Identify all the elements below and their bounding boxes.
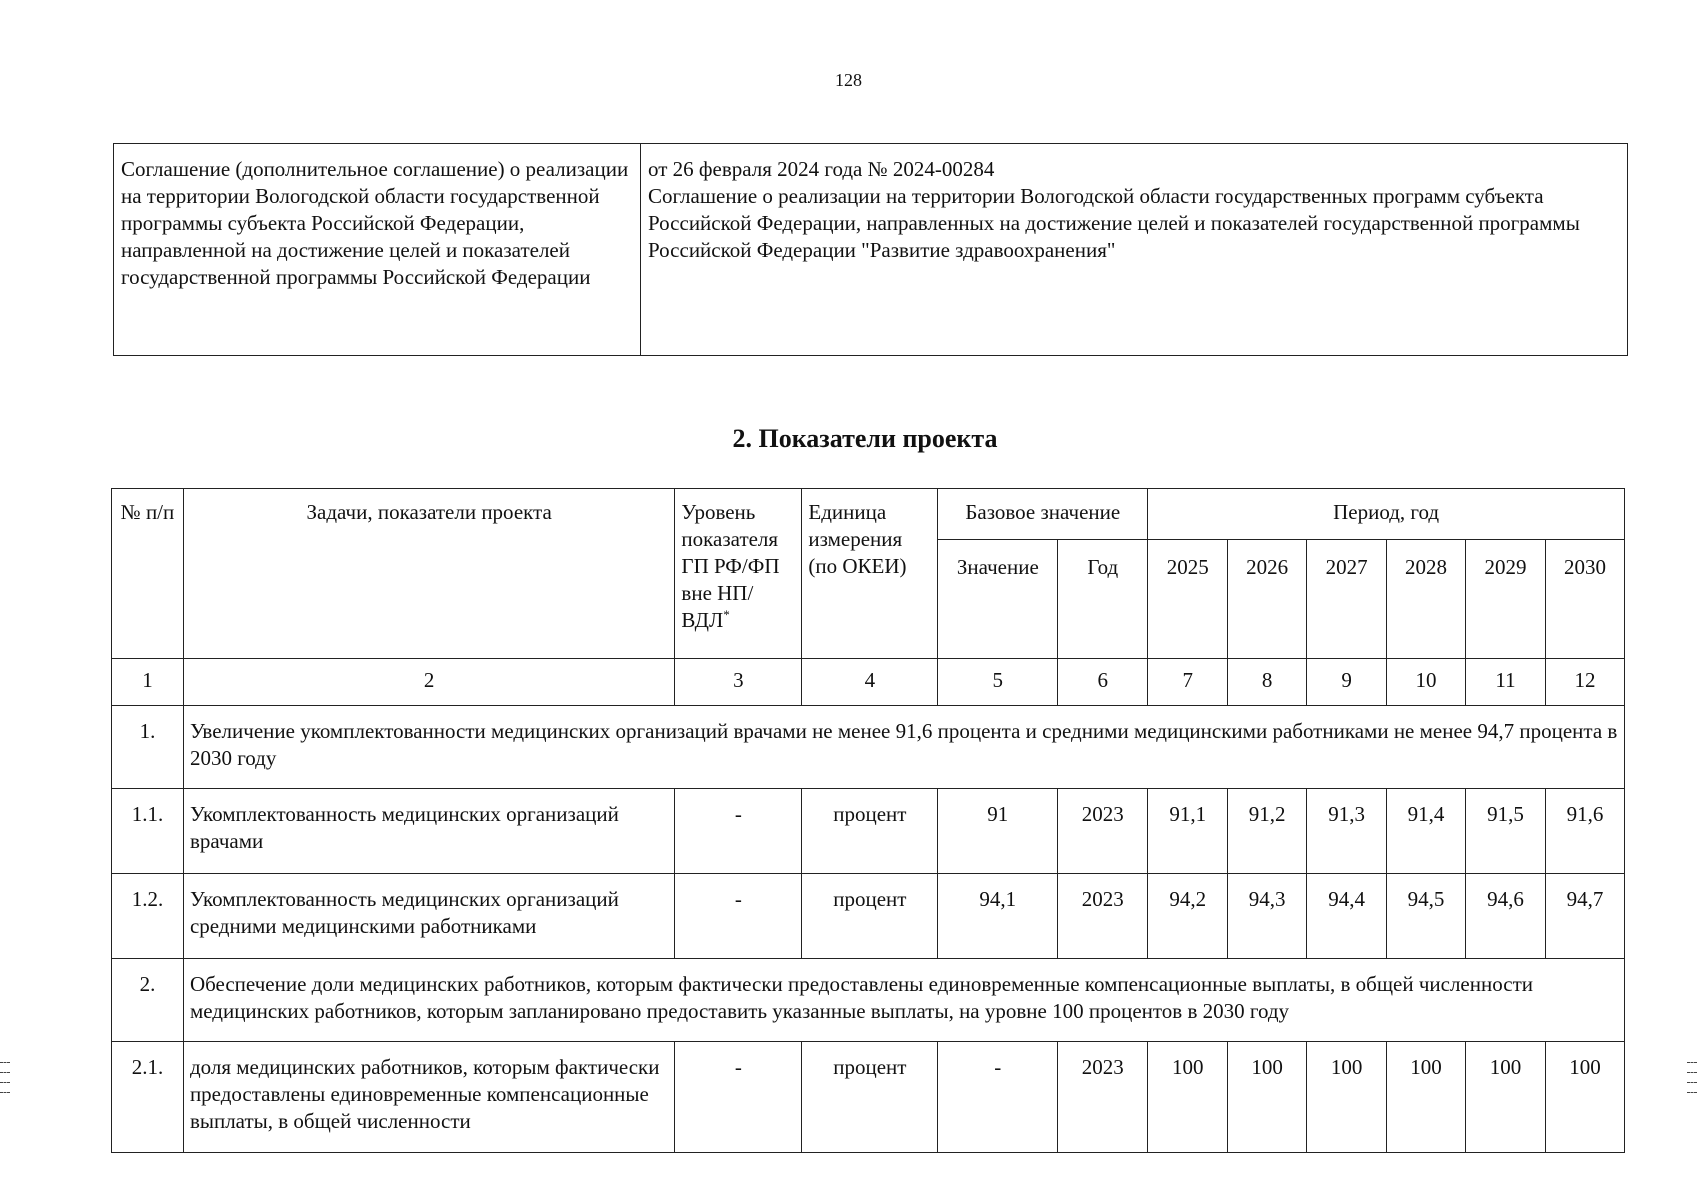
indicator-name: доля медицинских работников, которым фактически предоставлены единовременные компенсационные выплаты, в общей численности	[183, 1042, 674, 1153]
header-year: 2028	[1387, 540, 1466, 659]
indicator-unit: процент	[802, 1042, 938, 1153]
indicator-value: 91,2	[1228, 789, 1307, 874]
indicator-level: -	[675, 789, 802, 874]
left-margin-mark	[0, 1092, 10, 1093]
indicator-base-value: 94,1	[938, 874, 1058, 959]
task-number: 2.	[112, 959, 184, 1042]
header-no: № п/п	[112, 489, 184, 659]
column-number: 11	[1466, 659, 1546, 706]
indicator-base-value: -	[938, 1042, 1058, 1153]
header-base: Базовое значение	[938, 489, 1148, 540]
indicator-level: -	[675, 874, 802, 959]
indicator-value: 100	[1387, 1042, 1466, 1153]
header-row-1	[112, 489, 1625, 540]
indicator-row-2-1	[112, 1042, 1625, 1153]
indicator-number: 2.1.	[112, 1042, 184, 1153]
header-tasks: Задачи, показатели проекта	[183, 489, 674, 659]
indicator-name: Укомплектованность медицинских организаций врачами	[183, 789, 674, 874]
header-period: Период, год	[1148, 489, 1625, 540]
header-base-year: Год	[1058, 540, 1148, 659]
agreement-table	[113, 143, 1628, 356]
indicator-number: 1.1.	[112, 789, 184, 874]
indicator-value: 94,4	[1307, 874, 1387, 959]
left-margin-mark	[0, 1062, 10, 1063]
indicator-value: 100	[1307, 1042, 1387, 1153]
indicator-value: 94,3	[1228, 874, 1307, 959]
agreement-title: Соглашение о реализации на территории Вологодской области государственных программ субъекта Российской Федерации, направленных на достижение целей и показателей государственной программы Российской Федерации "Развитие здравоохранения"	[648, 184, 1580, 262]
column-number: 1	[112, 659, 184, 706]
indicator-level: -	[675, 1042, 802, 1153]
indicator-value: 94,6	[1466, 874, 1546, 959]
header-year: 2026	[1228, 540, 1307, 659]
header-year: 2025	[1148, 540, 1228, 659]
column-number: 6	[1058, 659, 1148, 706]
header-level	[675, 489, 802, 659]
task-text: Обеспечение доли медицинских работников, которым фактически предоставлены единовременные компенсационные выплаты, в общей численности медицинских работников, которым запланировано предоставить указанные выплаты, на уровне 100 процентов в 2030 году	[183, 959, 1624, 1042]
left-margin-mark	[0, 1072, 10, 1073]
indicator-row-1-1	[112, 789, 1625, 874]
agreement-details	[641, 144, 1628, 356]
indicator-value: 91,1	[1148, 789, 1228, 874]
indicator-value: 94,2	[1148, 874, 1228, 959]
header-base-value: Значение	[938, 540, 1058, 659]
indicators-table	[111, 488, 1625, 1153]
column-number: 9	[1307, 659, 1387, 706]
indicator-value: 100	[1466, 1042, 1546, 1153]
right-margin-mark	[1687, 1072, 1697, 1073]
indicator-value: 91,4	[1387, 789, 1466, 874]
column-number: 2	[183, 659, 674, 706]
task-row-2	[112, 959, 1625, 1042]
agreement-date-number: от 26 февраля 2024 года № 2024-00284	[648, 157, 995, 181]
header-unit: Единица измерения (по ОКЕИ)	[802, 489, 938, 659]
header-level-text: Уровень показателя ГП РФ/ФП вне НП/ВДЛ	[681, 500, 780, 632]
column-number: 3	[675, 659, 802, 706]
indicator-value: 91,5	[1466, 789, 1546, 874]
indicator-base-year: 2023	[1058, 789, 1148, 874]
indicator-base-year: 2023	[1058, 1042, 1148, 1153]
indicator-unit: процент	[802, 874, 938, 959]
column-number: 5	[938, 659, 1058, 706]
column-number: 8	[1228, 659, 1307, 706]
header-level-footnote-mark: *	[723, 607, 730, 622]
indicator-unit: процент	[802, 789, 938, 874]
indicator-row-1-2	[112, 874, 1625, 959]
section-title: 2. Показатели проекта	[732, 424, 998, 453]
indicator-base-year: 2023	[1058, 874, 1148, 959]
right-margin-mark	[1687, 1082, 1697, 1083]
right-margin-mark	[1687, 1092, 1697, 1093]
agreement-row	[114, 144, 1628, 356]
column-number-row	[112, 659, 1625, 706]
column-number: 12	[1545, 659, 1624, 706]
indicator-value: 94,7	[1545, 874, 1624, 959]
indicator-value: 94,5	[1387, 874, 1466, 959]
indicator-value: 91,6	[1545, 789, 1624, 874]
indicator-value: 91,3	[1307, 789, 1387, 874]
agreement-label: Соглашение (дополнительное соглашение) о реализации на территории Вологодской области государственной программы субъекта Российской Федерации, направленной на достижение целей и показателей государственной программы Российской Федерации	[114, 144, 641, 356]
indicator-number: 1.2.	[112, 874, 184, 959]
column-number: 4	[802, 659, 938, 706]
right-margin-mark	[1687, 1062, 1697, 1063]
column-number: 10	[1387, 659, 1466, 706]
page-number: 128	[835, 70, 862, 90]
left-margin-mark	[0, 1082, 10, 1083]
indicator-name: Укомплектованность медицинских организаций средними медицинскими работниками	[183, 874, 674, 959]
indicator-value: 100	[1545, 1042, 1624, 1153]
indicator-value: 100	[1228, 1042, 1307, 1153]
task-text: Увеличение укомплектованности медицинских организаций врачами не менее 91,6 процента и средними медицинскими работниками не менее 94,7 процента в 2030 году	[183, 706, 1624, 789]
column-number: 7	[1148, 659, 1228, 706]
task-number: 1.	[112, 706, 184, 789]
header-year: 2027	[1307, 540, 1387, 659]
task-row-1	[112, 706, 1625, 789]
indicator-base-value: 91	[938, 789, 1058, 874]
header-year: 2029	[1466, 540, 1546, 659]
indicator-value: 100	[1148, 1042, 1228, 1153]
header-year: 2030	[1545, 540, 1624, 659]
